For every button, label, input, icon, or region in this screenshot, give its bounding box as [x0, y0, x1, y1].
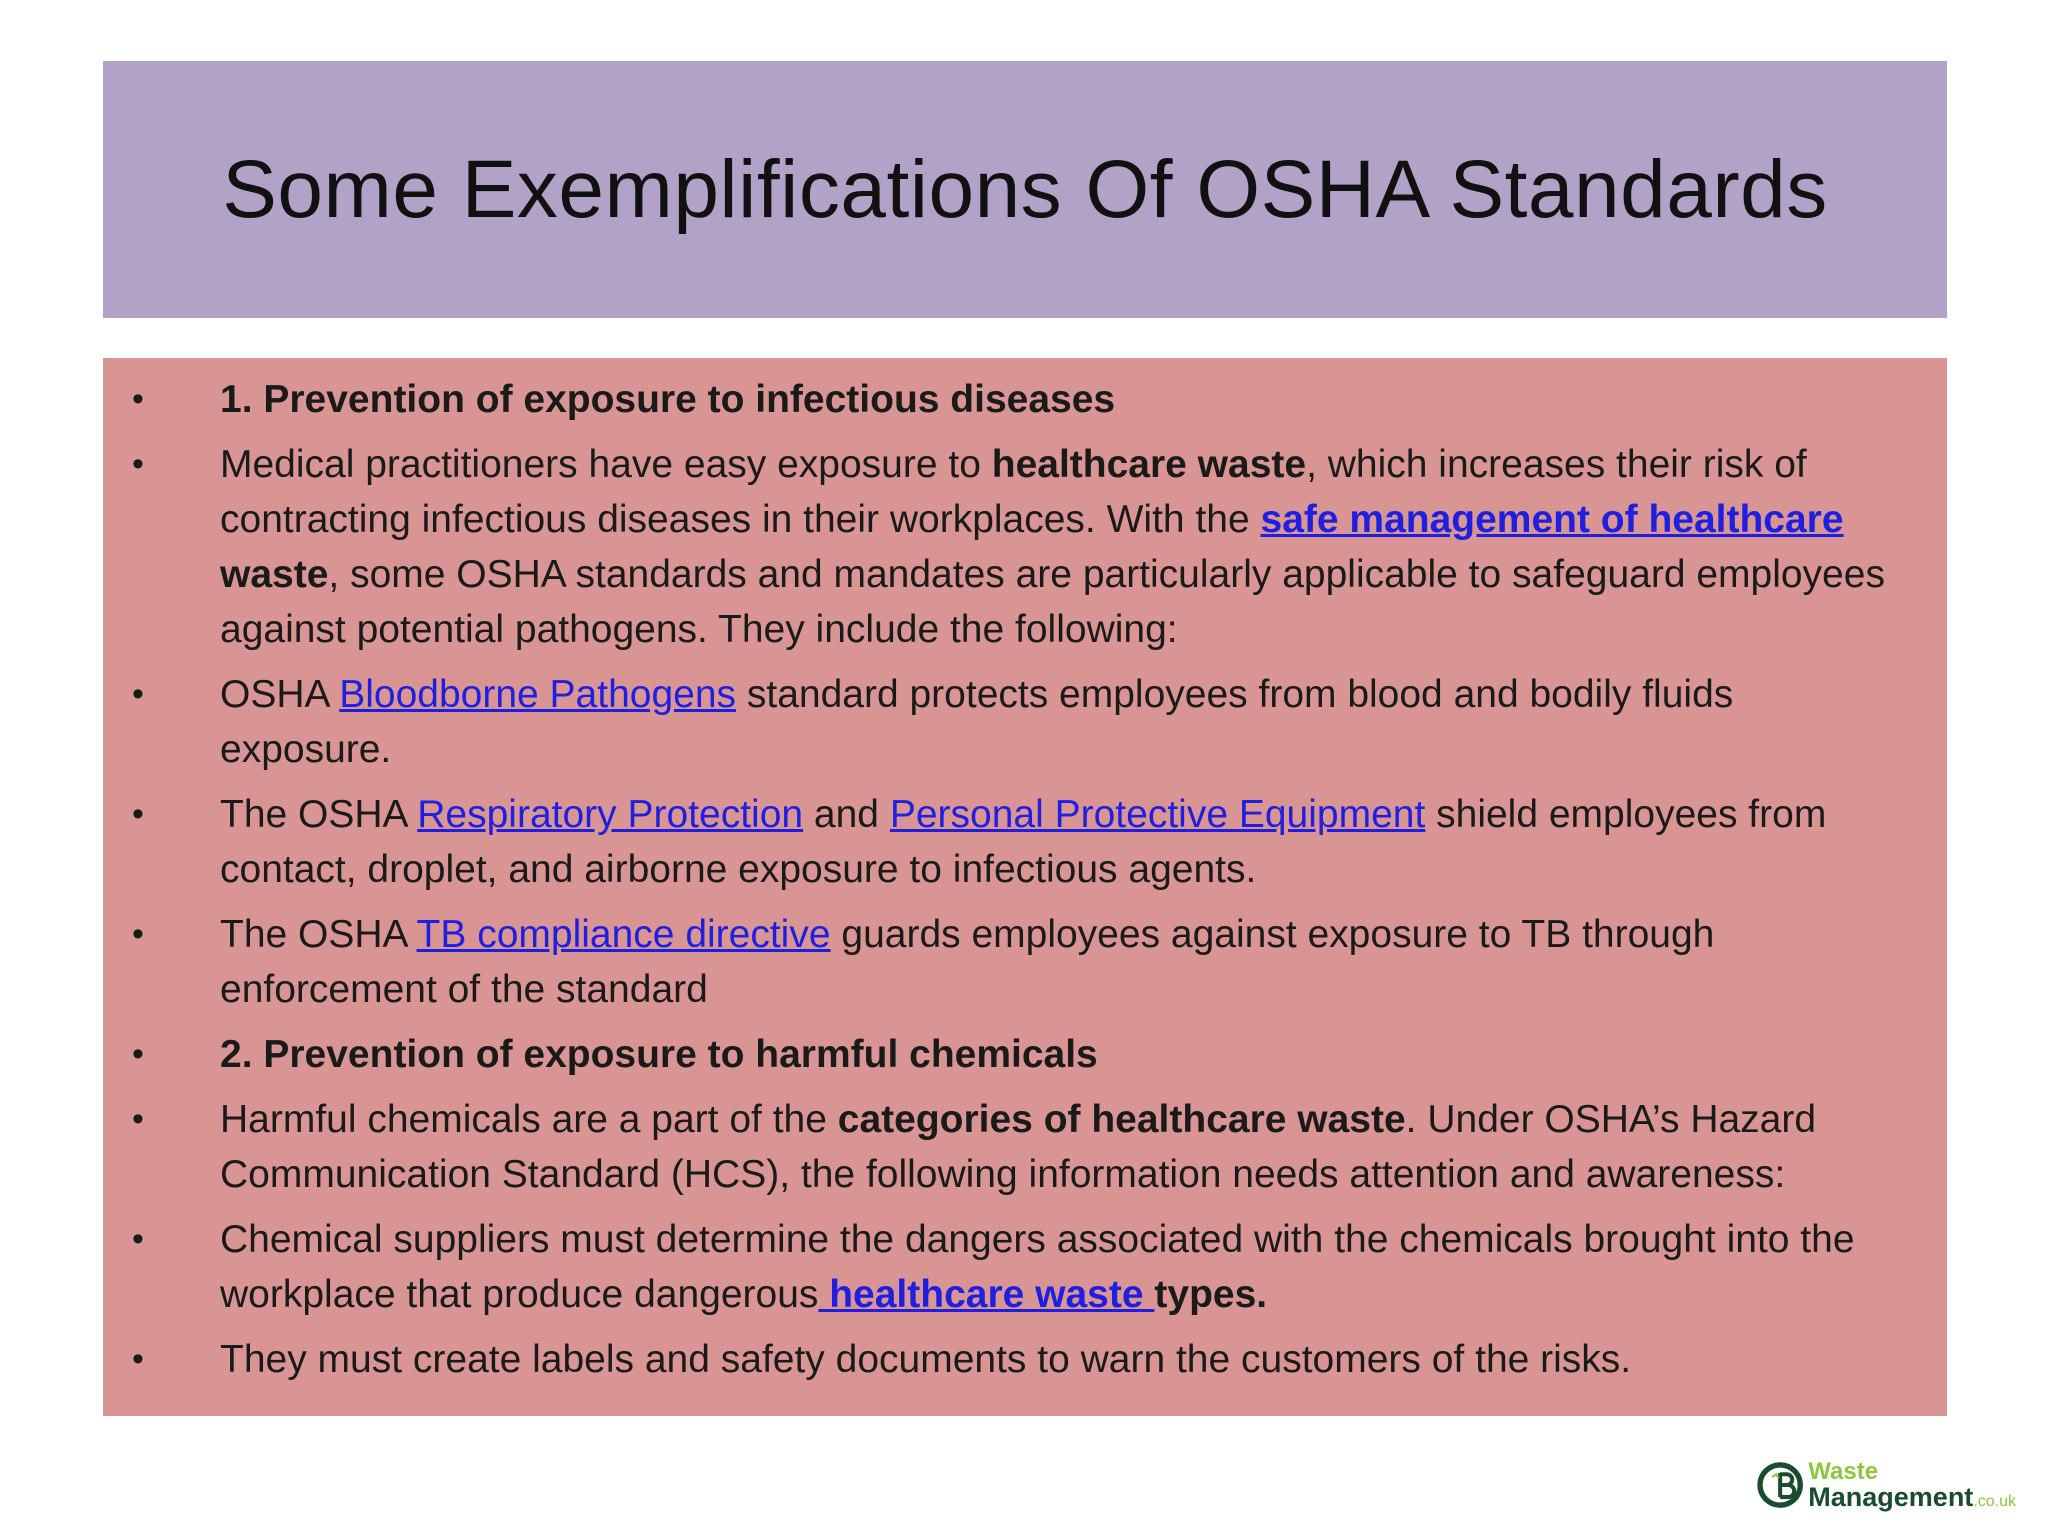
- bullet-text: standard protects employees from blood and bodily fluids exposure.: [220, 673, 1734, 771]
- logo-mark-icon: [1756, 1449, 1804, 1521]
- bullet-text: , some OSHA standards and mandates are particularly applicable to safeguard employees against potential pathogens. They include the following:: [220, 553, 1885, 651]
- logo-management-label: Management: [1808, 1481, 1974, 1512]
- title-box: [103, 61, 1947, 318]
- bullet-text: shield employees from contact, droplet, and airborne exposure to infectious agents.: [220, 793, 1827, 891]
- bullet-text: and: [803, 793, 890, 836]
- section-heading: 2. Prevention of exposure to harmful chemicals: [220, 1033, 1098, 1076]
- tb-compliance-link[interactable]: TB compliance directive: [416, 913, 831, 956]
- bullet-text: The OSHA: [220, 913, 417, 956]
- logo-text: [1808, 1457, 2016, 1512]
- bold-text: healthcare waste: [991, 443, 1307, 486]
- respiratory-protection-link[interactable]: Respiratory Protection: [417, 793, 804, 836]
- bullet-text: guards employees against exposure to TB through enforcement of the standard: [220, 913, 1715, 1011]
- safe-management-link[interactable]: safe management of healthcare: [1260, 498, 1844, 541]
- bullet-text: They must create labels and safety documents to warn the customers of the risks.: [220, 1338, 1632, 1381]
- bullet-text: . Under OSHA’s Hazard Communication Standard (HCS), the following information needs attention and awareness:: [220, 1098, 1817, 1196]
- bloodborne-pathogens-link[interactable]: Bloodborne Pathogens: [339, 673, 737, 716]
- bullet-list: [123, 372, 1907, 1387]
- bullet-item: [123, 372, 1907, 427]
- bullet-text: Harmful chemicals are a part of the: [220, 1098, 838, 1141]
- logo-word-waste: Waste: [1808, 1457, 1879, 1485]
- bold-text: categories of healthcare waste: [837, 1098, 1406, 1141]
- bullet-item: [123, 1092, 1907, 1202]
- bullet-text: Chemical suppliers must determine the dangers associated with the chemicals brought into the workplace that produce dangerous: [220, 1218, 1855, 1316]
- ppe-link[interactable]: Personal Protective Equipment: [889, 793, 1426, 836]
- bullet-text: The OSHA: [220, 793, 418, 836]
- bullet-item: [123, 1027, 1907, 1082]
- content-box: [103, 358, 1947, 1416]
- bullet-item: [123, 907, 1907, 1017]
- slide-title: Some Exemplifications Of OSHA Standards: [222, 143, 1828, 235]
- logo-word-management: [1808, 1481, 2016, 1512]
- bold-text: types.: [1154, 1273, 1268, 1316]
- bold-text: waste: [220, 553, 329, 596]
- bullet-item: [123, 667, 1907, 777]
- bullet-text: OSHA: [220, 673, 340, 716]
- bullet-item: [123, 437, 1907, 657]
- bullet-text: Medical practitioners have easy exposure to: [220, 443, 992, 486]
- logo-suffix: .co.uk: [1973, 1492, 2016, 1510]
- healthcare-waste-link[interactable]: healthcare waste: [818, 1273, 1155, 1316]
- section-heading: 1. Prevention of exposure to infectious diseases: [220, 378, 1116, 421]
- bullet-item: [123, 1332, 1907, 1387]
- bullet-item: [123, 1212, 1907, 1322]
- logo: [1756, 1448, 2016, 1522]
- bullet-item: [123, 787, 1907, 897]
- bullet-text: , which increases their risk of contracting infectious diseases in their workplaces. With the: [220, 443, 1807, 541]
